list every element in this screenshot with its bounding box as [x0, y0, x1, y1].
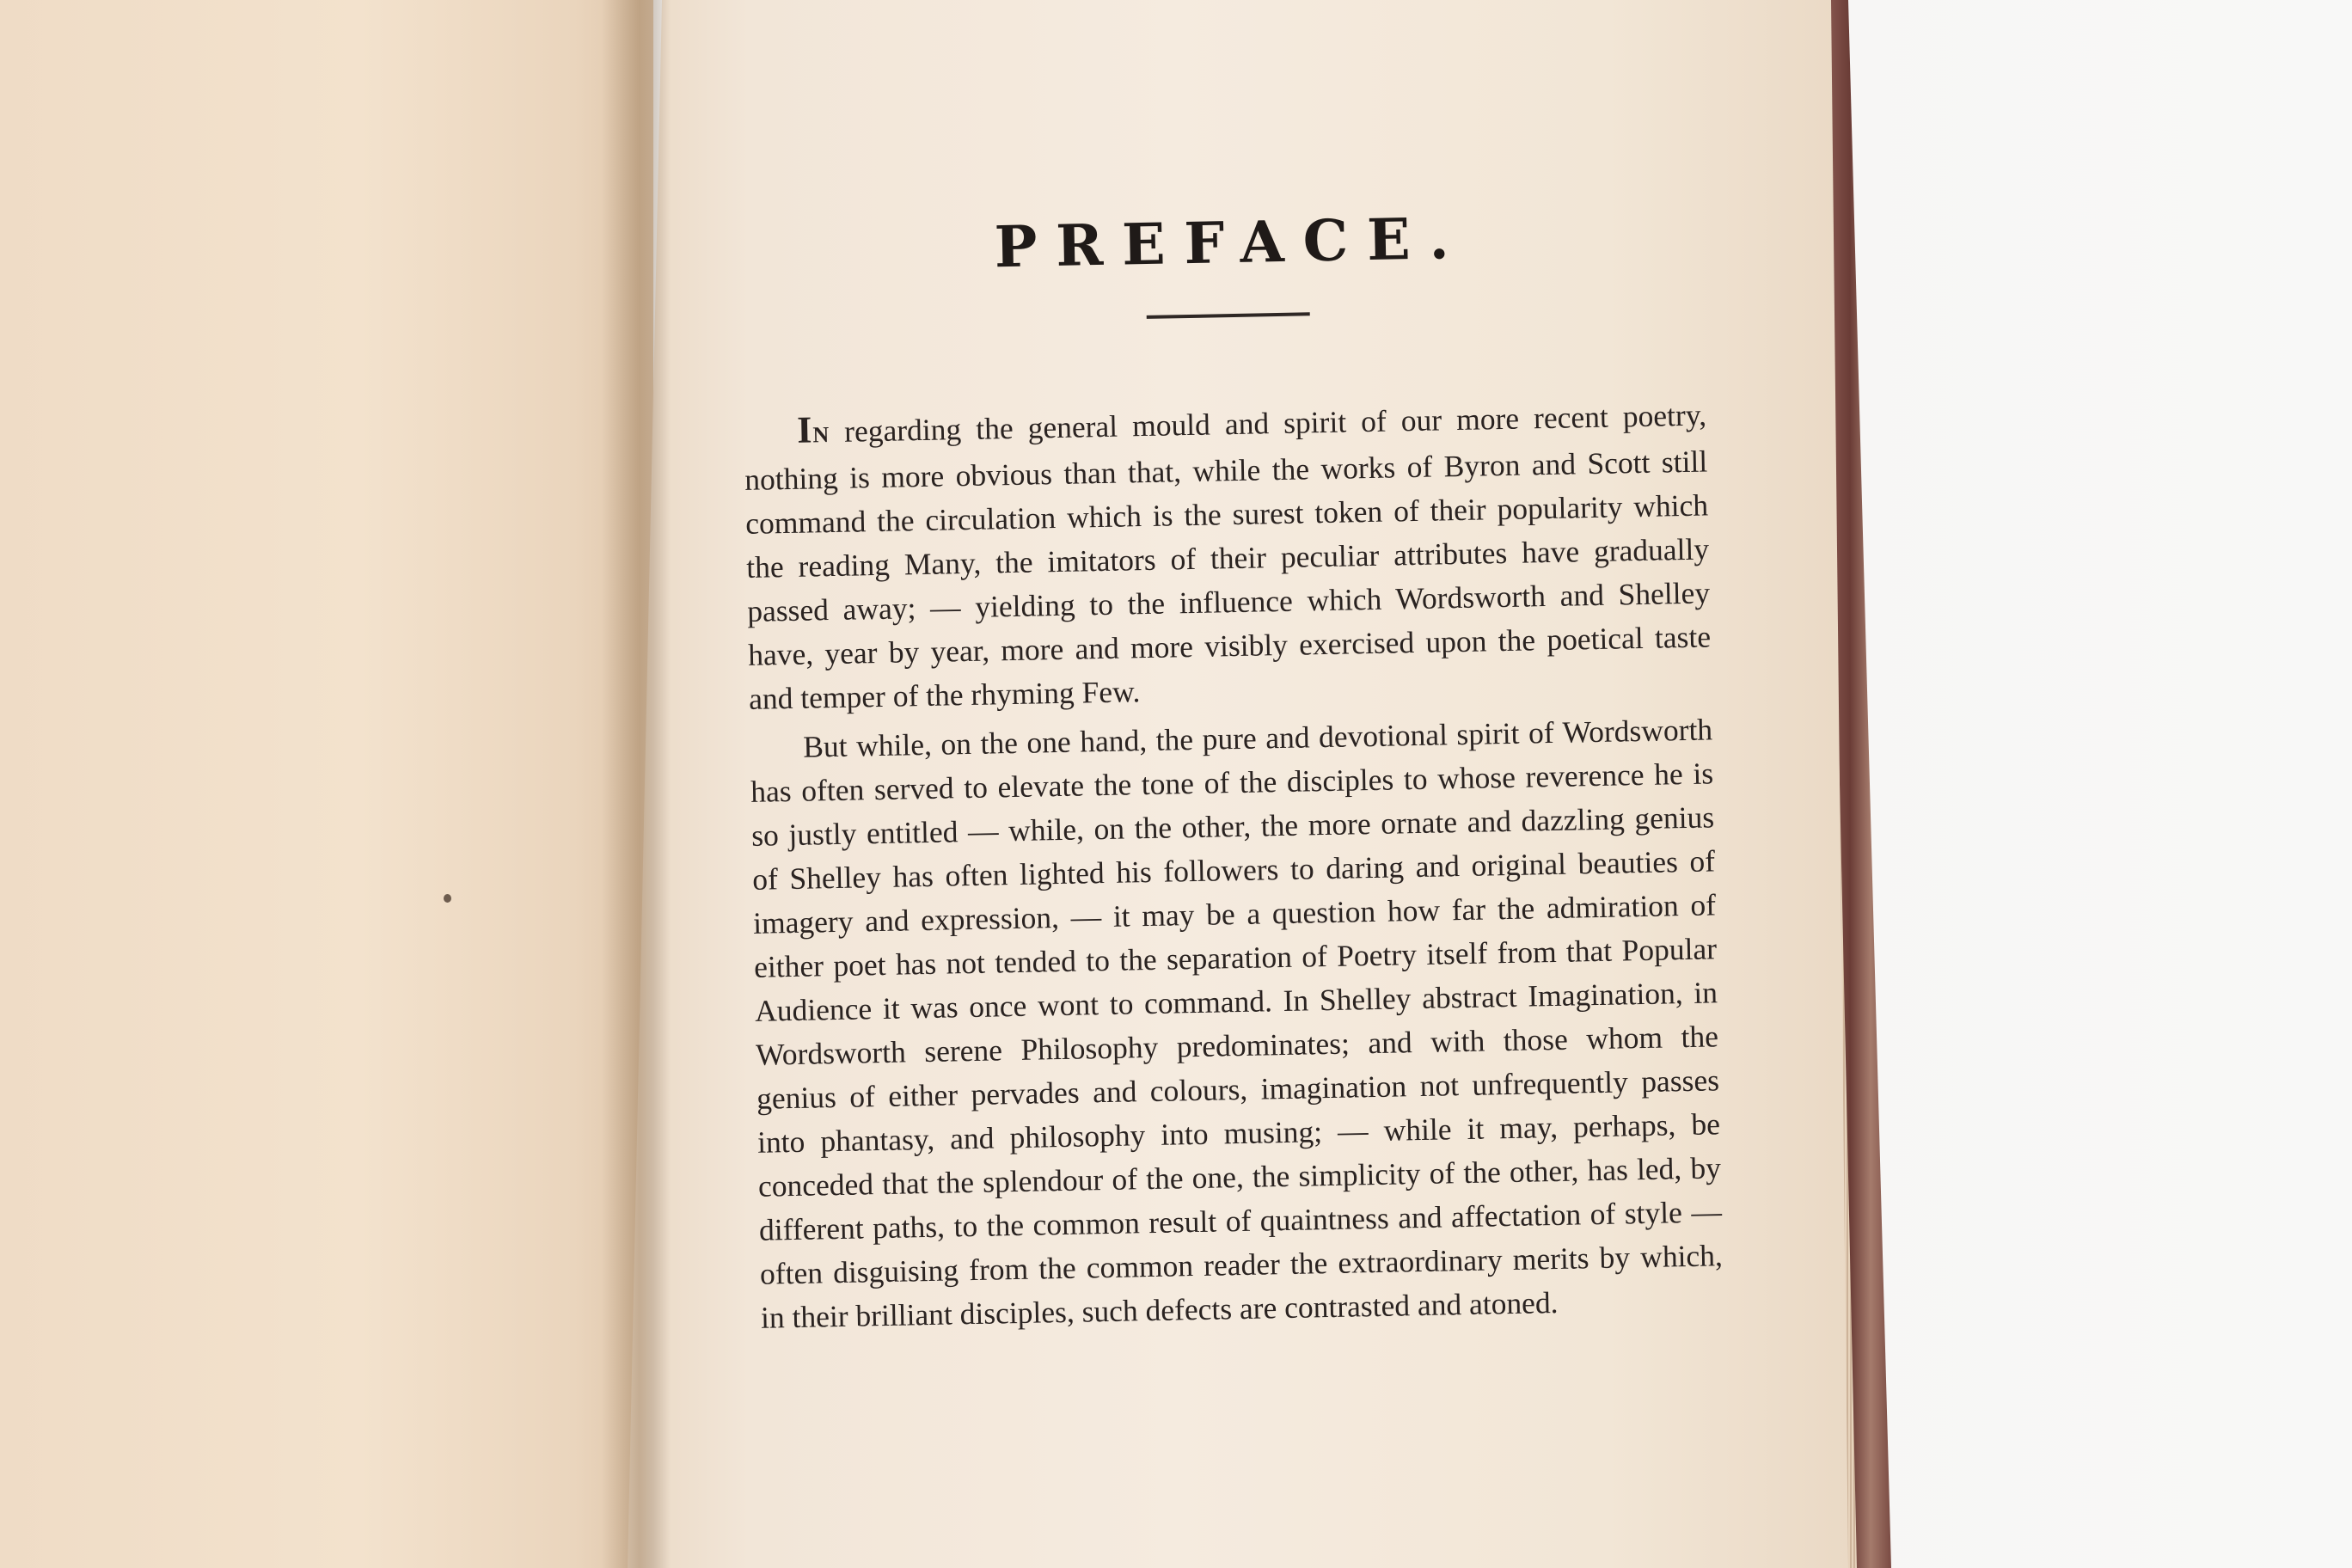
book-gutter-shadow	[602, 0, 671, 1568]
left-page	[0, 0, 653, 1568]
ink-speck	[444, 894, 451, 903]
paragraph-1-text: regarding the general mould and spirit of our more recent poetry, nothing is more obvious than that, while the works of Byron and Scott still command the circulation which is the surest token of their popularity which the reading Many, the imitators of their peculiar attributes have gradually passed away; — yielding to the influence which Wordsworth and Shelley have, year by year, more and more visibly exercised upon the poetical taste and temper of the rhyming Few.	[744, 397, 1712, 716]
paragraph-1	[744, 390, 1712, 720]
title-rule	[1147, 312, 1310, 319]
paragraph-2: But while, on the one hand, the pure and devotional spirit of Wordsworth has often served to elevate the tone of the disciples to whose reverence he is so justly entitled — while, on the other, the more ornate and dazzling genius of Shelley has often lighted his followers to daring and original beauties of imagery and expression, — it may be a question how far the admiration of either poet has not tended to the separation of Poetry itself from that Popular Audience it was once wont to command. In Shelley abstract Imagination, in Wordsworth serene Philosophy predominates; and with those whom the genius of either pervades and colours, imagination not unfrequently passes into phantasy, and philosophy into musing; — while it may, perhaps, be conceded that the splendour of the one, the simplicity of the other, has led, by different paths, to the common result of quaintness and affectation of style — often disguising from the common reader the extraordinary merits by which, in their brilliant disciples, such defects are contrasted and atoned.	[750, 712, 1724, 1335]
page-title: PREFACE.	[994, 204, 1469, 281]
small-cap: N	[812, 422, 830, 448]
preface-page-content	[739, 179, 1724, 1339]
drop-cap: I	[796, 408, 813, 451]
